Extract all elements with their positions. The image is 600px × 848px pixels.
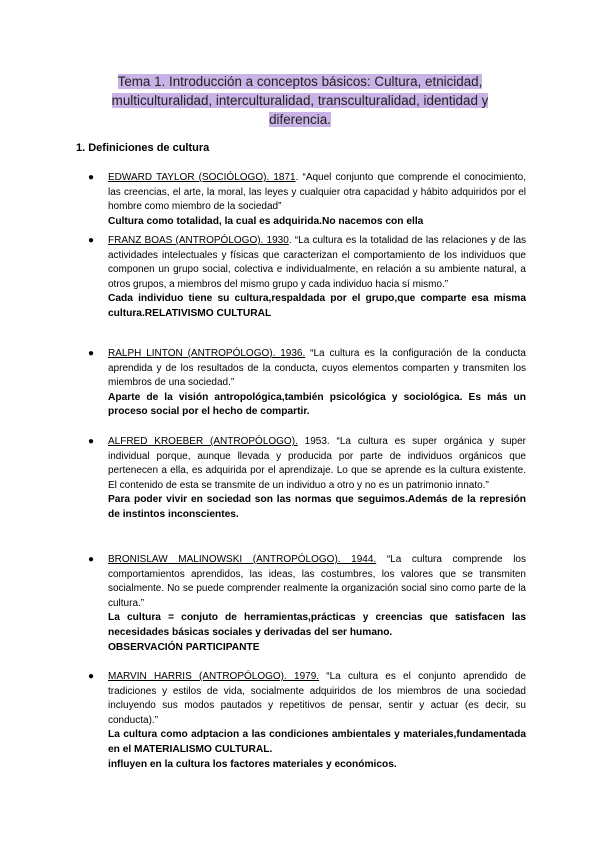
document-title: Tema 1. Introducción a conceptos básicos: Cultura, etnicidad, multiculturalidad, interculturalidad, transculturalidad, identidad y diferencia. [111, 74, 489, 127]
definition-note: OBSERVACIÓN PARTICIPANTE [108, 641, 260, 653]
bullet-icon: ● [88, 436, 95, 447]
definition-text [108, 553, 526, 611]
author-name: ALFRED KROEBER (ANTROPÓLOGO). [108, 436, 298, 447]
bullet-icon: ● [88, 235, 95, 246]
definition-quote: 1953. “La cultura es super orgánica y super individual porque, aunque llevada y producida por parte de individuos orgánicos que pertenecen a ella, es adquirida por el aprendizaje. Lo que se aprende es la cultura existente. El contenido de esta se transmite de un individuo a otro y no es un patrimonio innato.” [108, 436, 526, 491]
definition-note: Aparte de la visión antropológica,también psicológica y sociológica. Es más un proceso social por el hecho de compartir. [108, 391, 526, 418]
definition-item [88, 171, 527, 229]
author-name: EDWARD TAYLOR (SOCIÓLOGO). 1871 [108, 172, 296, 183]
definition-quote: . “La cultura es la totalidad de las relaciones y de las actividades intelectuales y físicas que caracterizan el comportamiento de los individuos que componen un grupo social, colectiva e individualmente, en relación a su ambiente natural, a otros grupos, a miembros del mismo grupo y cada individuo hacia sí mismo.” [108, 235, 527, 290]
definition-quote: . “Aquel conjunto que comprende el conocimiento, las creencias, el arte, la moral, las leyes y cualquier otra capacidad y hábito adquiridos por el hombre como miembro de la sociedad” [108, 172, 527, 213]
author-name: BRONISLAW MALINOWSKI (ANTROPÓLOGO). 1944. [108, 554, 377, 565]
definition-note: Para poder vivir en sociedad son las normas que seguimos.Además de la represión de instintos inconscientes. [108, 494, 526, 520]
bullet-icon: ● [88, 554, 95, 565]
definition-text [108, 670, 526, 728]
section-heading: 1. Definiciones de cultura [76, 142, 210, 154]
definition-item [88, 553, 526, 655]
definition-note: La cultura = conjuto de herramientas,prácticas y creencias que satisfacen las necesidades básicas sociales y derivadas del ser humano. [108, 612, 526, 638]
bullet-icon: ● [88, 172, 95, 183]
definition-text [108, 435, 526, 493]
definition-quote: “La cultura es la configuración de la conducta aprendida y de los resultados de la conducta, cuyos elementos comparten y transmiten los miembros de una sociedad.” [108, 348, 526, 389]
definition-text [108, 234, 526, 292]
bullet-icon: ● [88, 671, 95, 682]
author-name: FRANZ BOAS (ANTROPÓLOGO). 1930 [108, 235, 289, 246]
definition-note: La cultura como adptacion a las condiciones ambientales y materiales,fundamentada en el MATERIALISMO CULTURAL. [108, 729, 526, 755]
bullet-icon: ● [88, 348, 95, 359]
author-name: RALPH LINTON (ANTROPÓLOGO). 1936. [108, 348, 306, 359]
definition-quote: “La cultura comprende los comportamientos aprendidos, las ideas, las costumbres, los valores que se transmiten socialmente. No se puede comprender realmente la organización social sino como parte de la cultura.” [108, 554, 526, 609]
definition-note: Cada individuo tiene su cultura,respaldada por el grupo,que comparte esa misma cultura.RELATIVISMO CULTURAL [108, 293, 526, 319]
definition-item [88, 435, 526, 523]
definition-quote: “La cultura es el conjunto aprendido de tradiciones y estilos de vida, socialmente adquiridos de los miembros de una sociedad incluyendo sus modos pautados y repetitivos de pensar, sentir y actuar (es decir, su conducta).” [108, 671, 526, 726]
author-name: MARVIN HARRIS (ANTROPÓLOGO). 1979. [108, 671, 320, 682]
definition-note: Cultura como totalidad, la cual es adquirida.No nacemos con ella [108, 215, 424, 227]
definition-text [108, 347, 526, 391]
definition-item [88, 347, 526, 420]
definition-item [88, 234, 527, 322]
definition-text [108, 171, 526, 215]
definition-note: influyen en la cultura los factores materiales y económicos. [108, 758, 397, 770]
definition-item [88, 670, 526, 772]
